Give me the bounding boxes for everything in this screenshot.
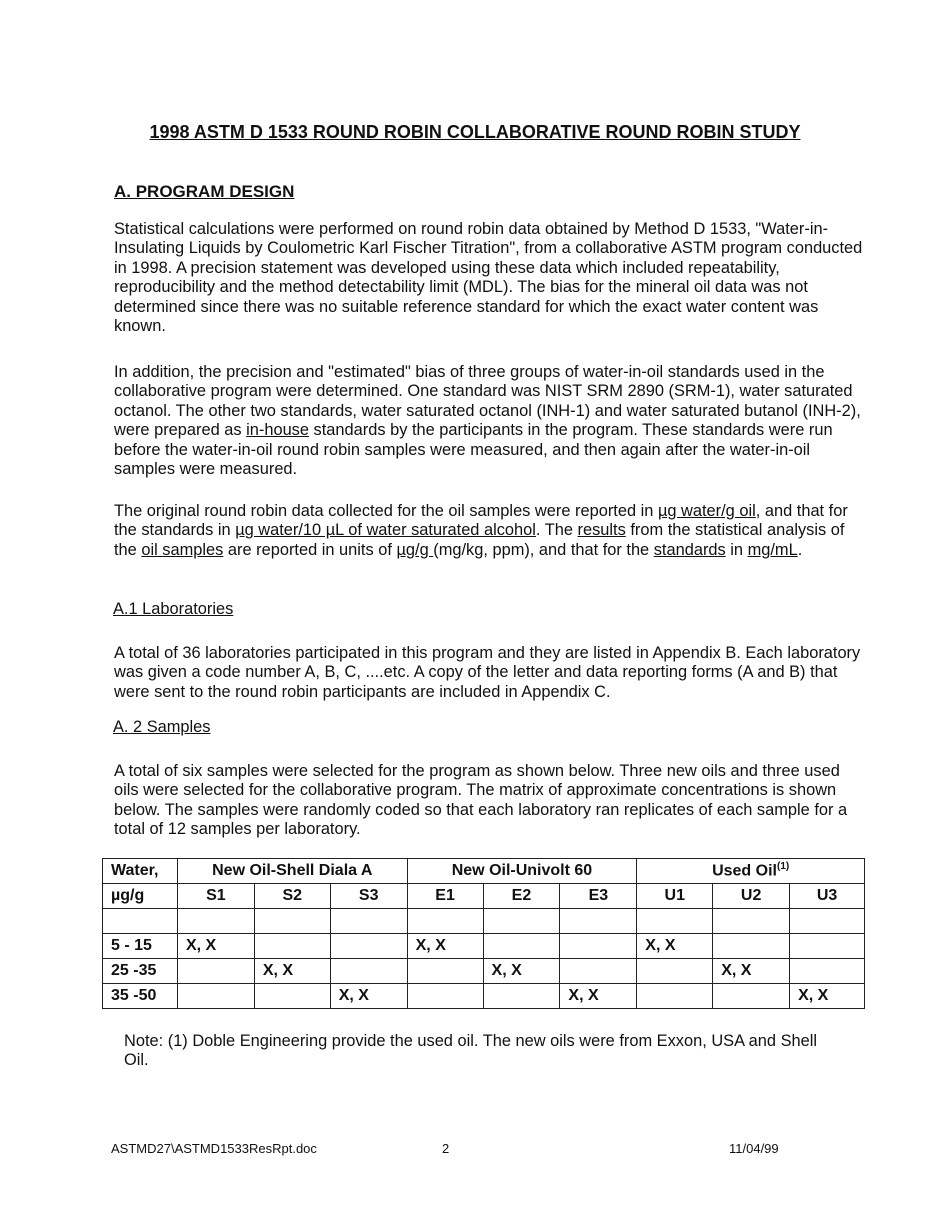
table-cell: X, X xyxy=(407,934,483,959)
p3-text: from the statistical analysis of the xyxy=(114,521,845,559)
used-oil-footnote-marker: (1) xyxy=(776,861,790,873)
column-header: E3 xyxy=(560,884,637,909)
table-cell xyxy=(560,909,637,934)
table-cell: X, X xyxy=(713,959,790,984)
results-term: results xyxy=(577,521,626,540)
table-cell xyxy=(407,984,483,1009)
standards-term: standards xyxy=(653,540,726,559)
samples-heading: A. 2 Samples xyxy=(113,718,211,736)
group-header-shell: New Oil-Shell Diala A xyxy=(177,859,407,884)
table-cell xyxy=(637,909,713,934)
row-header-unit: µg/g xyxy=(103,884,178,909)
table-cell: X, X xyxy=(560,984,637,1009)
column-header: E1 xyxy=(407,884,483,909)
paragraph-units xyxy=(114,502,864,560)
range-cell: 25 -35 xyxy=(103,959,178,984)
table-row xyxy=(103,959,865,984)
p2-text: In addition, the precision and "estimated" bias of three groups of water-in-oil standards used in the collaborative program were determined. One standard was NIST SRM 2890 (SRM-1), water saturated octanol. The other two standards, water saturated octanol (INH-1) and water saturated butanol (INH-2), were prepared as xyxy=(114,363,861,440)
unit-mg-ml: mg/mL xyxy=(747,540,798,559)
table-cell: X, X xyxy=(330,984,407,1009)
table-cell xyxy=(254,909,330,934)
table-cell xyxy=(254,984,330,1009)
table-cell xyxy=(407,959,483,984)
group-header-univolt: New Oil-Univolt 60 xyxy=(407,859,637,884)
table-cell xyxy=(790,934,865,959)
footer-date: 11/04/99 xyxy=(729,1141,779,1156)
group-header-used-oil xyxy=(637,859,865,884)
range-cell xyxy=(103,909,178,934)
p2-text: standards by the participants in the program. These standards were run before the water-in-oil round robin samples were measured, and then again after the water-in-oil samples were measured. xyxy=(114,421,833,479)
paragraph-samples: A total of six samples were selected for the program as shown below. Three new oils and three used oils were selected for the collaborative program. The matrix of approximate concentrations is shown below. The samples were randomly coded so that each laboratory ran replicates of each sample for a total of 12 samples per laboratory. xyxy=(114,762,848,839)
table-cell: X, X xyxy=(637,934,713,959)
p3-text: , and that for the standards in xyxy=(114,502,848,540)
p3-text: The original round robin data collected for the oil samples were reported in xyxy=(114,502,658,520)
table-cell xyxy=(713,909,790,934)
unit-ug-g: µg/g xyxy=(396,540,434,559)
column-header: U3 xyxy=(790,884,865,909)
laboratories-heading: A.1 Laboratories xyxy=(113,600,234,618)
table-group-header-row xyxy=(103,859,865,884)
table-cell xyxy=(330,909,407,934)
table-row xyxy=(103,909,865,934)
footer-page-number: 2 xyxy=(442,1141,450,1156)
column-header: S3 xyxy=(330,884,407,909)
table-cell: X, X xyxy=(254,959,330,984)
table-cell xyxy=(330,934,407,959)
table-cell xyxy=(790,959,865,984)
column-header: S2 xyxy=(254,884,330,909)
section-a-heading: A. PROGRAM DESIGN xyxy=(114,182,295,201)
row-header-water: Water, xyxy=(103,859,178,884)
table-cell xyxy=(560,934,637,959)
p3-text: (mg/kg, ppm), and that for the xyxy=(433,540,654,559)
table-cell xyxy=(330,959,407,984)
paragraph-precision-bias xyxy=(114,363,864,479)
range-cell: 35 -50 xyxy=(103,984,178,1009)
p3-text: are reported in units of xyxy=(223,540,397,559)
table-cell xyxy=(177,984,254,1009)
table-column-header-row xyxy=(103,884,865,909)
column-header: S1 xyxy=(177,884,254,909)
table-cell xyxy=(254,934,330,959)
footer-filename: ASTMD27\ASTMD1533ResRpt.doc xyxy=(111,1141,317,1156)
oil-samples-term: oil samples xyxy=(141,540,224,559)
table-row xyxy=(103,984,865,1009)
table-cell xyxy=(483,909,560,934)
table-cell xyxy=(713,934,790,959)
paragraph-statistical-calculations: Statistical calculations were performed on round robin data obtained by Method D 1533, "Water-in-Insulating Liquids by Coulometric Karl Fischer Titration", from a collaborative ASTM program conducted in 1998. A precision statement was developed using these data which included repeatability, reproducibility and the method detectability limit (MDL). The bias for the mineral oil data was not determined since there was no suitable reference standard for which the exact water content was known. xyxy=(114,220,863,336)
p3-text: . xyxy=(797,540,803,559)
table-cell xyxy=(407,909,483,934)
column-header: U1 xyxy=(637,884,713,909)
column-header: E2 xyxy=(483,884,560,909)
table-note: Note: (1) Doble Engineering provide the used oil. The new oils were from Exxon, USA and Shell Oil. xyxy=(124,1032,818,1069)
table-cell xyxy=(790,909,865,934)
samples-matrix-table xyxy=(102,858,865,1009)
unit-oil: µg water/g oil xyxy=(657,502,756,520)
table-cell xyxy=(177,909,254,934)
table-cell xyxy=(483,934,560,959)
paragraph-laboratories: A total of 36 laboratories participated in this program and they are listed in Appendix B. Each laboratory was given a code number A, B, C, ....etc. A copy of the letter and data reporting forms (A and B) that were sent to the round robin participants are included in Appendix C. xyxy=(114,644,861,701)
table-cell xyxy=(637,984,713,1009)
table-cell: X, X xyxy=(483,959,560,984)
table-cell xyxy=(177,959,254,984)
used-oil-label: Used Oil xyxy=(712,862,777,880)
table-cell: X, X xyxy=(177,934,254,959)
range-cell: 5 - 15 xyxy=(103,934,178,959)
table-cell xyxy=(713,984,790,1009)
column-header: U2 xyxy=(713,884,790,909)
unit-standards-raw: µg water/10 µL of water saturated alcohol xyxy=(235,521,536,540)
table-cell xyxy=(637,959,713,984)
p3-text: . The xyxy=(535,521,578,540)
p3-text: in xyxy=(725,540,748,559)
in-house-term: in-house xyxy=(246,421,309,440)
table-cell xyxy=(483,984,560,1009)
document-title: 1998 ASTM D 1533 ROUND ROBIN COLLABORATIVE ROUND ROBIN STUDY xyxy=(149,122,801,142)
table-cell xyxy=(560,959,637,984)
table-cell: X, X xyxy=(790,984,865,1009)
table-row xyxy=(103,934,865,959)
